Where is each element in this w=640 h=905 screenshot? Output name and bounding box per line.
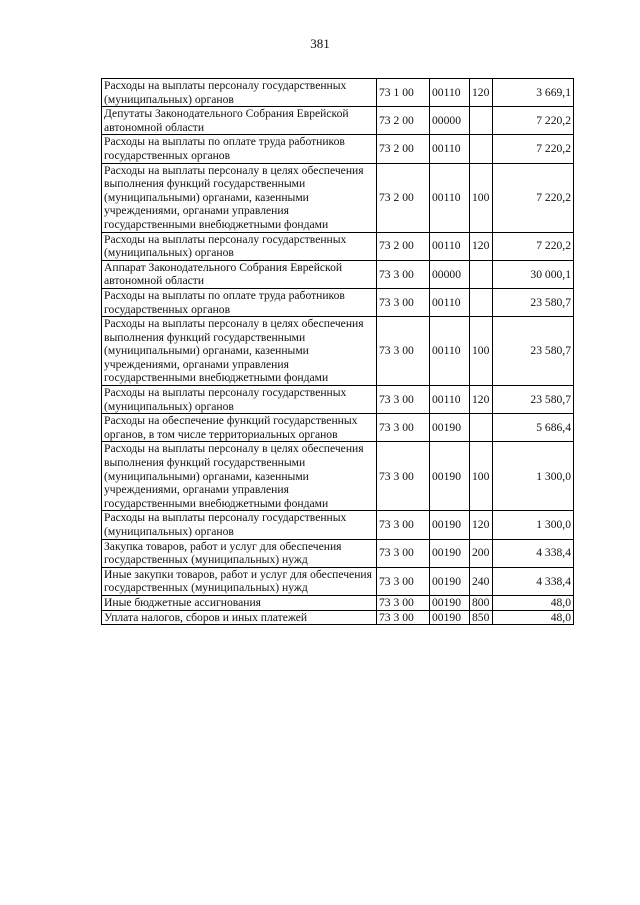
expense-type-cell: [470, 260, 493, 288]
expense-type-cell: 120: [470, 232, 493, 260]
expense-name-cell: Расходы на обеспечение функций государственных органов, в том числе территориальных органов: [102, 414, 377, 442]
direction-code-cell: 00190: [430, 414, 470, 442]
direction-code-cell: 00000: [430, 107, 470, 135]
program-code-cell: 73 2 00: [377, 232, 430, 260]
expense-name-cell: Расходы на выплаты персоналу в целях обеспечения выполнения функций государственными (муниципальными) органами, казенными учреждениями, органами управления государственными внебюджетными фондами: [102, 442, 377, 511]
amount-cell: 23 580,7: [493, 288, 574, 316]
program-code-cell: 73 3 00: [377, 260, 430, 288]
expense-type-cell: 100: [470, 442, 493, 511]
budget-table-body: [102, 79, 574, 625]
amount-cell: 23 580,7: [493, 386, 574, 414]
program-code-cell: 73 3 00: [377, 386, 430, 414]
expense-name-cell: Закупка товаров, работ и услуг для обеспечения государственных (муниципальных) нужд: [102, 539, 377, 567]
expense-type-cell: [470, 414, 493, 442]
table-row: [102, 288, 574, 316]
expense-name-cell: Расходы на выплаты персоналу государственных (муниципальных) органов: [102, 386, 377, 414]
direction-code-cell: 00000: [430, 260, 470, 288]
program-code-cell: 73 3 00: [377, 442, 430, 511]
direction-code-cell: 00110: [430, 386, 470, 414]
program-code-cell: 73 3 00: [377, 610, 430, 625]
program-code-cell: 73 3 00: [377, 567, 430, 595]
direction-code-cell: 00110: [430, 317, 470, 386]
expense-type-cell: 850: [470, 610, 493, 625]
amount-cell: 3 669,1: [493, 79, 574, 107]
expense-type-cell: [470, 288, 493, 316]
expense-name-cell: Расходы на выплаты персоналу в целях обеспечения выполнения функций государственными (муниципальными) органами, казенными учреждениями, органами управления государственными внебюджетными фондами: [102, 163, 377, 232]
direction-code-cell: 00110: [430, 79, 470, 107]
direction-code-cell: 00190: [430, 567, 470, 595]
direction-code-cell: 00190: [430, 539, 470, 567]
expense-name-cell: Расходы на выплаты персоналу государственных (муниципальных) органов: [102, 79, 377, 107]
expense-name-cell: Депутаты Законодательного Собрания Еврейской автономной области: [102, 107, 377, 135]
program-code-cell: 73 3 00: [377, 595, 430, 610]
amount-cell: 5 686,4: [493, 414, 574, 442]
amount-cell: 4 338,4: [493, 567, 574, 595]
expense-type-cell: 800: [470, 595, 493, 610]
table-row: [102, 163, 574, 232]
program-code-cell: 73 3 00: [377, 288, 430, 316]
amount-cell: 30 000,1: [493, 260, 574, 288]
expense-name-cell: Иные бюджетные ассигнования: [102, 595, 377, 610]
expense-name-cell: Расходы на выплаты по оплате труда работников государственных органов: [102, 135, 377, 163]
table-row: [102, 414, 574, 442]
amount-cell: 7 220,2: [493, 232, 574, 260]
direction-code-cell: 00110: [430, 163, 470, 232]
program-code-cell: 73 3 00: [377, 539, 430, 567]
program-code-cell: 73 2 00: [377, 107, 430, 135]
table-row: [102, 511, 574, 539]
program-code-cell: 73 1 00: [377, 79, 430, 107]
table-row: [102, 539, 574, 567]
table-row: [102, 317, 574, 386]
expense-type-cell: 200: [470, 539, 493, 567]
amount-cell: 1 300,0: [493, 442, 574, 511]
direction-code-cell: 00110: [430, 135, 470, 163]
expense-name-cell: Уплата налогов, сборов и иных платежей: [102, 610, 377, 625]
program-code-cell: 73 3 00: [377, 511, 430, 539]
amount-cell: 4 338,4: [493, 539, 574, 567]
direction-code-cell: 00190: [430, 595, 470, 610]
amount-cell: 7 220,2: [493, 135, 574, 163]
expense-name-cell: Аппарат Законодательного Собрания Еврейской автономной области: [102, 260, 377, 288]
table-row: [102, 442, 574, 511]
program-code-cell: 73 2 00: [377, 135, 430, 163]
direction-code-cell: 00190: [430, 511, 470, 539]
expense-type-cell: 240: [470, 567, 493, 595]
direction-code-cell: 00110: [430, 232, 470, 260]
expense-type-cell: 100: [470, 163, 493, 232]
table-row: [102, 595, 574, 610]
page-number: 381: [310, 36, 330, 51]
expense-type-cell: 100: [470, 317, 493, 386]
expense-name-cell: Иные закупки товаров, работ и услуг для обеспечения государственных (муниципальных) нужд: [102, 567, 377, 595]
table-row: [102, 232, 574, 260]
expense-type-cell: 120: [470, 79, 493, 107]
expense-type-cell: 120: [470, 511, 493, 539]
amount-cell: 23 580,7: [493, 317, 574, 386]
direction-code-cell: 00110: [430, 288, 470, 316]
expense-type-cell: 120: [470, 386, 493, 414]
table-row: [102, 135, 574, 163]
expense-name-cell: Расходы на выплаты персоналу в целях обеспечения выполнения функций государственными (муниципальными) органами, казенными учреждениями, органами управления государственными внебюджетными фондами: [102, 317, 377, 386]
amount-cell: 48,0: [493, 595, 574, 610]
table-row: [102, 260, 574, 288]
amount-cell: 48,0: [493, 610, 574, 625]
amount-cell: 7 220,2: [493, 163, 574, 232]
table-row: [102, 79, 574, 107]
expense-name-cell: Расходы на выплаты по оплате труда работников государственных органов: [102, 288, 377, 316]
table-row: [102, 107, 574, 135]
direction-code-cell: 00190: [430, 610, 470, 625]
table-row: [102, 610, 574, 625]
amount-cell: 7 220,2: [493, 107, 574, 135]
expense-type-cell: [470, 135, 493, 163]
program-code-cell: 73 2 00: [377, 163, 430, 232]
amount-cell: 1 300,0: [493, 511, 574, 539]
expense-name-cell: Расходы на выплаты персоналу государственных (муниципальных) органов: [102, 232, 377, 260]
table-row: [102, 386, 574, 414]
table-row: [102, 567, 574, 595]
direction-code-cell: 00190: [430, 442, 470, 511]
expense-name-cell: Расходы на выплаты персоналу государственных (муниципальных) органов: [102, 511, 377, 539]
program-code-cell: 73 3 00: [377, 317, 430, 386]
expense-type-cell: [470, 107, 493, 135]
program-code-cell: 73 3 00: [377, 414, 430, 442]
budget-table: [101, 78, 574, 625]
